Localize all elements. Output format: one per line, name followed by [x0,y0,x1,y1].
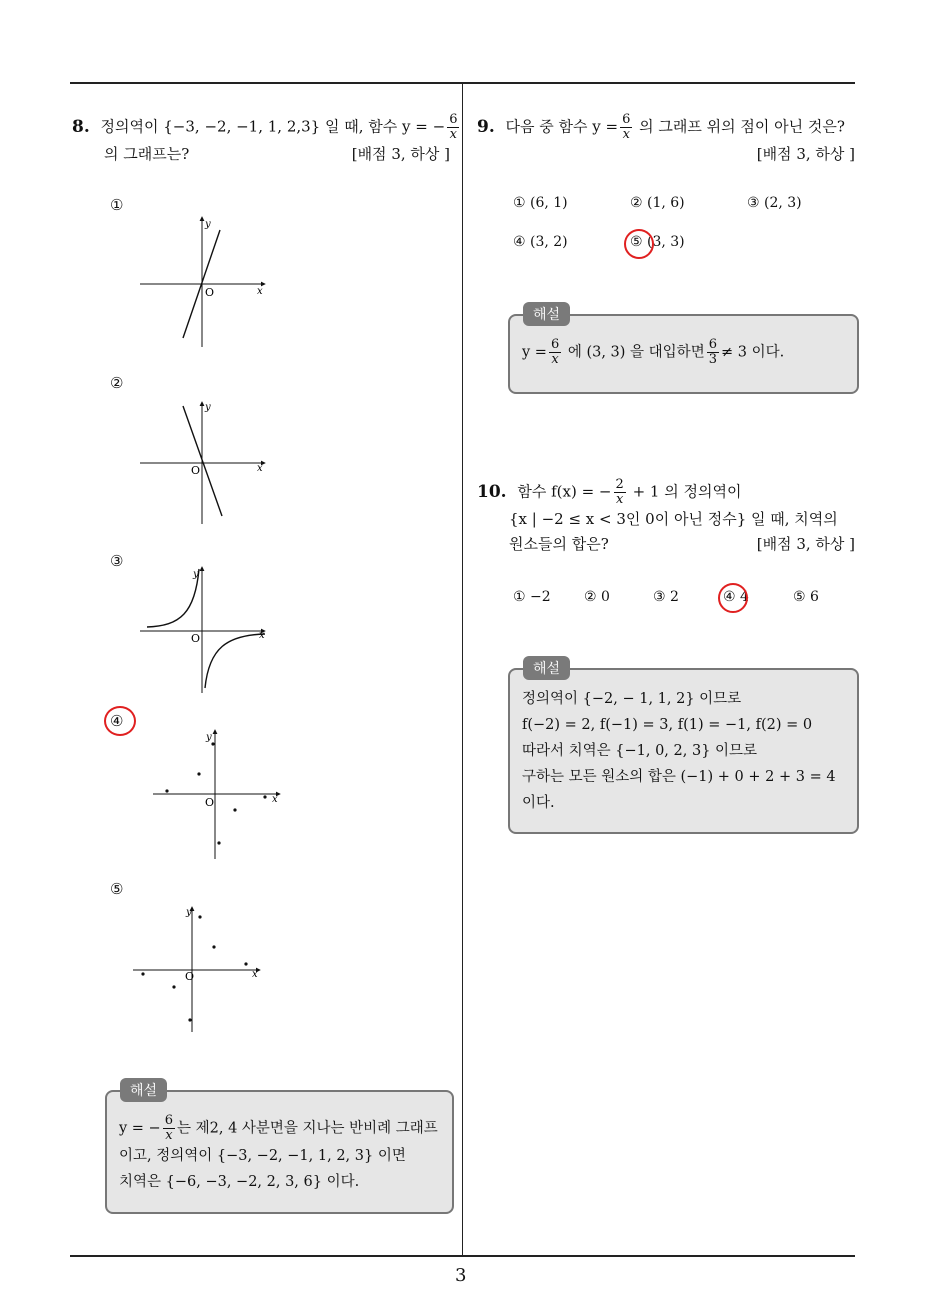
graph-option-4 [148,727,288,862]
column-divider [462,82,463,1257]
origin-label: O [191,632,201,645]
axis-y-label: y [193,569,199,580]
choice-3[interactable]: ③ (2, 3) [747,195,802,211]
choice-1[interactable]: ① −2 [513,589,551,605]
data-point [233,808,236,811]
question-text: 다음 중 함수 y = [505,117,619,136]
option-2-label: ② [110,374,124,392]
graph-option-5 [130,904,270,1034]
origin-label: O [185,970,195,983]
option-5-label: ⑤ [110,880,124,898]
axis-y-label: y [186,907,192,918]
fraction: $\frac{6}{x}$ [550,337,560,367]
data-point [188,1018,191,1021]
question-text: 함수 f(x) = − [517,482,612,501]
explanation-text: 이고, 정의역이 {−3, −2, −1, 1, 2, 3} 이면 [119,1148,406,1164]
score-label: [배점 3, 하상 ] [756,145,855,163]
explanation-text: ≠ 3 이다. [720,344,785,361]
fraction: $\frac{6}{3}$ [708,337,717,367]
data-point [244,962,247,965]
choice-2[interactable]: ② (1, 6) [630,195,685,211]
score-label: [배점 3, 하상 ] [351,145,450,163]
question-10 [477,478,855,557]
question-8 [72,112,458,167]
question-9 [477,113,855,164]
choice-5[interactable]: ⑤ (3, 3) [630,234,685,250]
fraction: $\frac{6}{x}$ [449,112,458,142]
explanation-line: 이다. [522,795,555,811]
answer-mark-circle [718,583,748,613]
explanation-text: y = − [119,1120,161,1137]
question-8-line1 [72,112,458,142]
axis-y-label: y [205,402,211,413]
question-number: 10. [477,481,507,502]
explanation-tag: 해설 [120,1078,167,1102]
explanation-text: 에 (3, 3) 을 대입하면 [567,344,705,361]
axis-x-label: x [257,463,263,474]
origin-label: O [205,286,215,299]
explanation-text: y = [522,344,547,361]
axis-x-label: x [272,794,278,805]
data-point [217,841,220,844]
data-point [172,985,175,988]
axis-y-label: y [205,219,211,230]
explanation-line: 따라서 치역은 {−1, 0, 2, 3} 이므로 [522,743,758,759]
question-text: 의 그래프 위의 점이 아닌 것은? [639,117,845,136]
axis-y-label: y [206,732,212,743]
question-text: 의 그래프는? [104,145,190,163]
score-label: [배점 3, 하상 ] [756,535,855,553]
origin-label: O [191,464,201,477]
explanation-tag: 해설 [523,656,570,680]
axis-x-label: x [252,969,258,980]
explanation-tag: 해설 [523,302,570,326]
explanation-line: f(−2) = 2, f(−1) = 3, f(1) = −1, f(2) = 0 [522,717,813,733]
explanation-line: 구하는 모든 원소의 합은 (−1) + 0 + 2 + 3 = 4 [522,769,836,785]
question-text: 정의역이 {−3, −2, −1, 1, 2,3} 일 때, 함수 y = − [100,117,446,136]
question-number: 8. [72,116,90,137]
fraction: $\frac{2}{x}$ [615,477,624,507]
question-text: 원소들의 합은? [509,535,609,553]
explanation-line: 정의역이 {−2, − 1, 1, 2} 이므로 [522,691,742,707]
choice-5[interactable]: ⑤ 6 [793,589,819,605]
data-point [165,789,168,792]
explanation-box-q9 [508,314,859,394]
explanation-box-q10 [508,668,859,834]
data-point [197,772,200,775]
data-point [211,742,214,745]
data-point [263,795,266,798]
choice-4[interactable]: ④ 4 [723,589,749,605]
data-point [141,972,144,975]
fraction: $\frac{6}{x}$ [164,1113,173,1143]
axis-x-label: x [259,630,265,641]
explanation-box-q8 [105,1090,454,1214]
graph-option-3 [135,563,275,698]
choice-3[interactable]: ③ 2 [653,589,679,605]
option-4-label: ④ [110,712,124,730]
explanation-text: 는 제2, 4 사분면을 지나는 반비례 그래프 [177,1120,438,1137]
page-number: 3 [455,1265,467,1286]
question-number: 9. [477,116,495,137]
graph-option-1 [135,212,275,352]
data-point [212,945,215,948]
fraction: $\frac{6}{x}$ [622,112,631,142]
data-point [198,915,201,918]
choice-4[interactable]: ④ (3, 2) [513,234,568,250]
choice-2[interactable]: ② 0 [584,589,610,605]
question-text: + 1 의 정의역이 [632,482,742,501]
axis-x-label: x [257,286,263,297]
option-3-label: ③ [110,552,124,570]
graph-option-2 [135,398,275,528]
question-text: {x | −2 ≤ x < 3인 0이 아닌 정수} 일 때, 치역의 [509,510,838,528]
bottom-rule [70,1255,855,1257]
option-1-label: ① [110,196,124,214]
answer-mark-circle [104,706,136,736]
explanation-text: 치역은 {−6, −3, −2, 2, 3, 6} 이다. [119,1174,360,1190]
origin-label: O [205,796,215,809]
answer-mark-circle [624,229,654,259]
choice-1[interactable]: ① (6, 1) [513,195,568,211]
